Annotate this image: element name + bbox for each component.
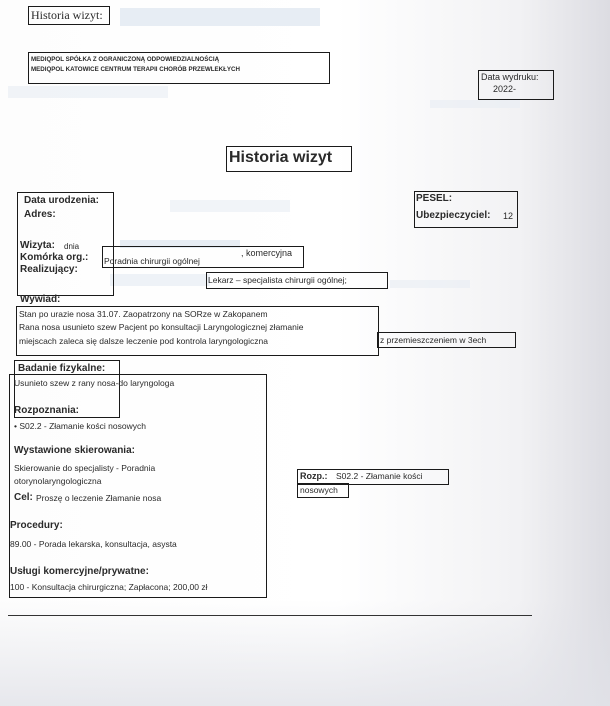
commercial-item: 100 - Konsultacja chirurgiczna; Zapłacona; 200,00 zł: [10, 582, 208, 592]
side-diag-value: S02.2 - Złamanie kości: [336, 471, 423, 481]
goal-label: Cel:: [14, 492, 33, 503]
commercial-label: Usługi komercyjne/prywatne:: [10, 566, 149, 577]
print-date-value: 2022-: [493, 84, 517, 94]
interview-line-3: miejscach zaleca się dalsze leczenie pod kontrola laryngologiczna: [19, 336, 268, 346]
procedure-item: 89.00 - Porada lekarska, konsultacja, asysta: [10, 539, 177, 549]
address-label: Adres:: [24, 209, 56, 220]
diagnosis-label: Rozpoznania:: [14, 405, 79, 416]
side-diag-label: Rozp.:: [300, 471, 328, 481]
insurer-label: Ubezpieczyciel:: [416, 210, 491, 221]
redaction: [8, 86, 168, 98]
redaction: [430, 100, 520, 108]
referral-line-1: Skierowanie do specjalisty - Poradnia: [14, 463, 156, 473]
interview-line-2: Rana nosa usunieto szew Pacjent po konsultacji Laryngologicznej złamanie: [19, 322, 304, 332]
visit-label: Wizyta:: [20, 240, 55, 251]
exam-label: Badanie fizykalne:: [18, 363, 106, 374]
interview-line-1: Stan po urazie nosa 31.07. Zaopatrzony na SORze w Zakopanem: [19, 309, 268, 319]
pesel-label: PESEL:: [416, 193, 453, 204]
performer-label: Realizujący:: [20, 264, 78, 275]
insurer-value: 12: [503, 211, 514, 221]
redaction: [110, 274, 210, 286]
procedures-label: Procedury:: [10, 520, 63, 531]
bottom-rule: [8, 615, 532, 616]
visit-type: , komercyjna: [241, 248, 293, 258]
visit-day: dnia: [64, 242, 80, 251]
redaction: [120, 8, 320, 26]
unit-label: Komórka org.:: [20, 252, 89, 263]
print-date-label: Data wydruku:: [481, 72, 539, 82]
interview-line-2-tail: z przemieszczeniem w 3ech: [380, 335, 487, 345]
exam-text: Usunieto szew z rany nosa-do laryngologa: [14, 378, 175, 388]
redaction: [170, 200, 290, 212]
birth-date-label: Data urodzenia:: [24, 195, 100, 206]
clinic-line-1: MEDIQPOL SPÓŁKA Z OGRANICZONĄ ODPOWIEDZIALNOŚCIĄ: [31, 56, 220, 63]
goal-value: Proszę o leczenie Złamanie nosa: [36, 493, 162, 503]
interview-label: Wywiad:: [20, 294, 61, 305]
referrals-label: Wystawione skierowania:: [14, 445, 135, 456]
clinic-line-2: MEDIQPOL KATOWICE CENTRUM TERAPII CHORÓB PRZEWLEKŁYCH: [31, 66, 240, 73]
diagnosis-item: • S02.2 - Złamanie kości nosowych: [14, 421, 146, 431]
referral-line-2: otorynolaryngologiczna: [14, 476, 102, 486]
page-title: Historia wizyt: [229, 149, 333, 166]
doc-label: Historia wizyt:: [31, 8, 103, 22]
side-diag-value-2: nosowych: [300, 485, 338, 495]
performer-value: Lekarz – specjalista chirurgii ogólnej;: [208, 275, 347, 285]
unit-value: Poradnia chirurgii ogólnej: [104, 256, 200, 266]
redaction: [390, 280, 470, 288]
